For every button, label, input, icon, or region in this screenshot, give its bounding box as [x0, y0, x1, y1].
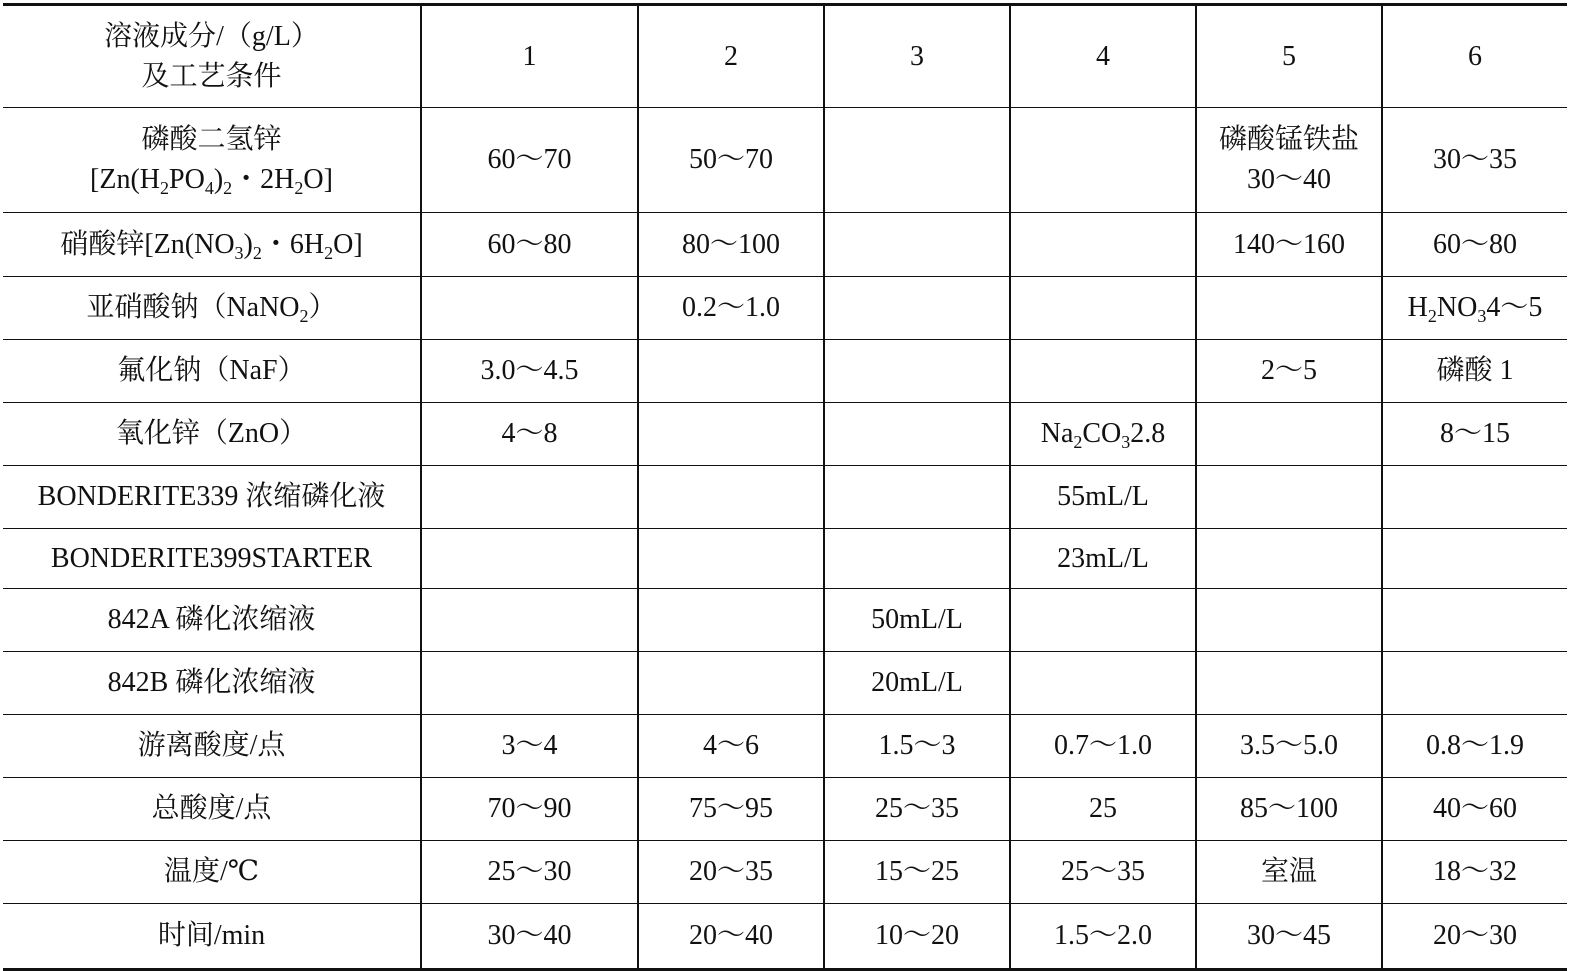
table-cell	[1382, 466, 1567, 529]
table-cell: 1.5～2.0	[1010, 904, 1196, 970]
table-cell: 60～70	[421, 108, 638, 213]
table-cell: 30～35	[1382, 108, 1567, 213]
table-cell	[1196, 652, 1382, 715]
table-cell: 0.7～1.0	[1010, 715, 1196, 778]
table-cell: 25～35	[824, 778, 1010, 841]
table-cell: 25～30	[421, 841, 638, 904]
row-label: 842B 磷化浓缩液	[3, 652, 421, 715]
row-label: 842A 磷化浓缩液	[3, 589, 421, 652]
header-label-line1: 溶液成分/（g/L）	[104, 20, 319, 52]
table-cell	[1382, 529, 1567, 589]
table-cell	[824, 108, 1010, 213]
table-cell	[638, 340, 824, 403]
row-label: 亚硝酸钠（NaNO$_2$）	[3, 277, 421, 340]
table-cell: 3～4	[421, 715, 638, 778]
table-cell: 3.0～4.5	[421, 340, 638, 403]
table-row	[3, 213, 1567, 277]
table-cell: 40～60	[1382, 778, 1567, 841]
table-row	[3, 589, 1567, 652]
table-cell	[421, 589, 638, 652]
table-cell: $Na_2CO_32.8$	[1010, 403, 1196, 466]
row-label: 时间/min	[3, 904, 421, 970]
table-cell: 3.5～5.0	[1196, 715, 1382, 778]
row-label: 氧化锌（ZnO）	[3, 403, 421, 466]
table-cell: 4～8	[421, 403, 638, 466]
table-row	[3, 529, 1567, 589]
table-cell	[638, 466, 824, 529]
table-cell: 20mL/L	[824, 652, 1010, 715]
table-cell: 2～5	[1196, 340, 1382, 403]
header-col-3: 3	[824, 5, 1010, 108]
table-cell	[1010, 277, 1196, 340]
table-cell: 75～95	[638, 778, 824, 841]
table-cell	[638, 652, 824, 715]
table-cell: 室温	[1196, 841, 1382, 904]
table-cell	[824, 466, 1010, 529]
table-row	[3, 715, 1567, 778]
table-row	[3, 108, 1567, 213]
row-label: BONDERITE399STARTER	[3, 529, 421, 589]
table-cell	[1010, 652, 1196, 715]
row-label: 游离酸度/点	[3, 715, 421, 778]
table-cell	[1382, 589, 1567, 652]
table-cell: 20～30	[1382, 904, 1567, 970]
row-label: 温度/℃	[3, 841, 421, 904]
table-cell	[1010, 340, 1196, 403]
header-row	[3, 5, 1567, 108]
table-cell: 磷酸 1	[1382, 340, 1567, 403]
row-label-name: 磷酸二氢锌	[141, 124, 282, 155]
table-cell: 4～6	[638, 715, 824, 778]
table-cell	[1196, 277, 1382, 340]
table-cell: 80～100	[638, 213, 824, 277]
table-cell	[638, 403, 824, 466]
table-cell	[824, 213, 1010, 277]
cell-line: 磷酸锰铁盐	[1218, 124, 1359, 155]
table-cell	[1196, 466, 1382, 529]
table-cell: 50mL/L	[824, 589, 1010, 652]
cell-line: 30～40	[1246, 164, 1331, 195]
row-label-formula: [$Zn(H_2PO_4)_2$・$2H_2O$]	[90, 164, 333, 198]
table-cell	[824, 529, 1010, 589]
table-cell: 30～45	[1196, 904, 1382, 970]
table-cell: 50～70	[638, 108, 824, 213]
table-cell: 60～80	[1382, 213, 1567, 277]
table-cell	[824, 277, 1010, 340]
table-cell: 85～100	[1196, 778, 1382, 841]
table-cell	[1196, 589, 1382, 652]
table-cell: 8～15	[1382, 403, 1567, 466]
table-cell	[824, 403, 1010, 466]
table-row	[3, 652, 1567, 715]
table-cell: 10～20	[824, 904, 1010, 970]
table-row	[3, 841, 1567, 904]
table-cell: 25	[1010, 778, 1196, 841]
header-label-cell	[3, 5, 421, 108]
table-cell: 20～40	[638, 904, 824, 970]
table-row	[3, 466, 1567, 529]
table-row	[3, 904, 1567, 970]
table-cell: 18～32	[1382, 841, 1567, 904]
table-cell	[421, 529, 638, 589]
header-label-line2: 及工艺条件	[141, 60, 282, 92]
table-cell	[1196, 529, 1382, 589]
table-cell: 70～90	[421, 778, 638, 841]
table-cell	[1382, 652, 1567, 715]
table-cell	[1010, 108, 1196, 213]
table-cell	[824, 340, 1010, 403]
table-row	[3, 778, 1567, 841]
table-row	[3, 403, 1567, 466]
row-label: 氟化钠（NaF）	[3, 340, 421, 403]
table-cell: 60～80	[421, 213, 638, 277]
table-cell: 30～40	[421, 904, 638, 970]
table-cell	[421, 652, 638, 715]
row-label: 总酸度/点	[3, 778, 421, 841]
header-col-2: 2	[638, 5, 824, 108]
table-cell	[1010, 589, 1196, 652]
table-cell: 0.8～1.9	[1382, 715, 1567, 778]
table-cell: 140～160	[1196, 213, 1382, 277]
header-col-4: 4	[1010, 5, 1196, 108]
table-cell	[421, 466, 638, 529]
table-row	[3, 340, 1567, 403]
table-cell	[421, 277, 638, 340]
row-label: 硝酸锌[$Zn(NO_3)_2$・$6H_2O$]	[3, 213, 421, 277]
table-cell: 25～35	[1010, 841, 1196, 904]
table-cell: 15～25	[824, 841, 1010, 904]
table-row	[3, 277, 1567, 340]
table-cell: 1.5～3	[824, 715, 1010, 778]
header-col-1: 1	[421, 5, 638, 108]
row-label: BONDERITE339 浓缩磷化液	[3, 466, 421, 529]
table-cell	[1196, 108, 1382, 213]
table-cell: 55mL/L	[1010, 466, 1196, 529]
table-cell: 20～35	[638, 841, 824, 904]
header-col-5: 5	[1196, 5, 1382, 108]
table-cell	[1196, 403, 1382, 466]
table-cell	[1010, 213, 1196, 277]
table-cell	[638, 589, 824, 652]
header-col-6: 6	[1382, 5, 1567, 108]
phosphating-solution-table	[3, 3, 1567, 971]
table-cell: $H_2NO_34\sim 5$	[1382, 277, 1567, 340]
row-label	[3, 108, 421, 213]
table-cell: 0.2～1.0	[638, 277, 824, 340]
table-cell	[638, 529, 824, 589]
table-cell: 23mL/L	[1010, 529, 1196, 589]
